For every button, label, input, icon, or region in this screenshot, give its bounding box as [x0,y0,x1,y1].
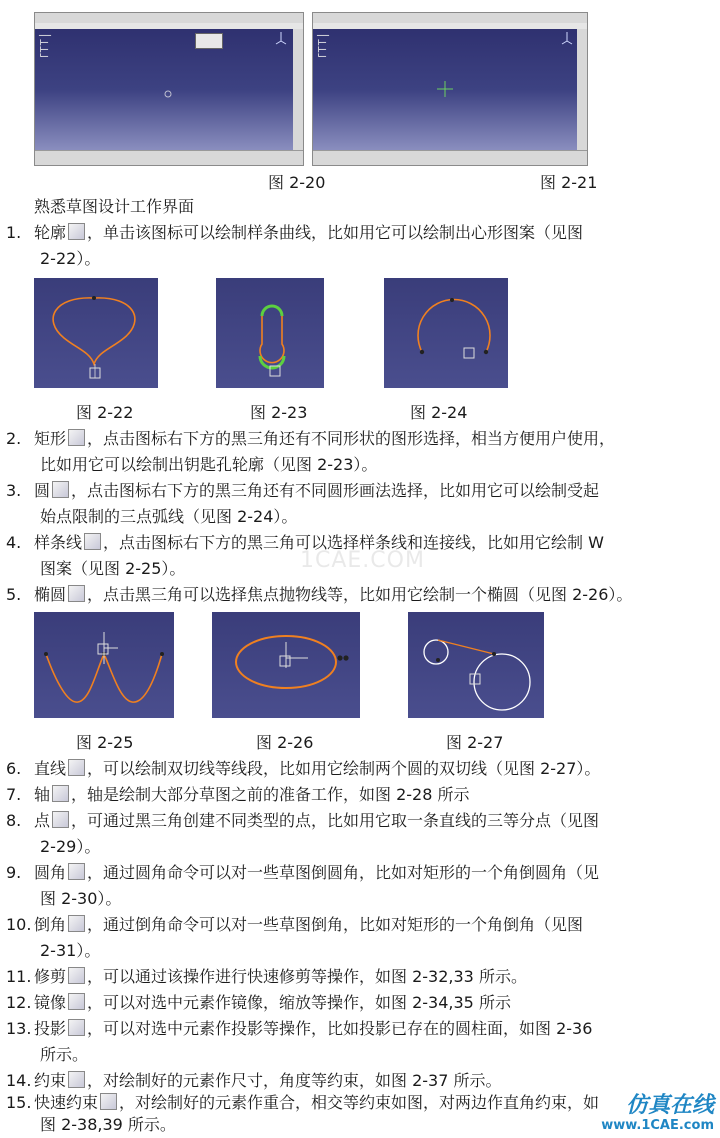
circle-icon [52,481,69,498]
item-term: 圆 [34,481,51,500]
right-toolbar [577,29,587,151]
list-item [6,582,718,608]
bottom-toolbar [313,150,587,165]
item-text: ，可以通过该操作进行快速修剪等操作，如图 2-32,33 所示。 [87,967,527,986]
item-text: ，轴是绘制大部分草图之前的准备工作，如图 2-28 所示 [71,785,470,804]
right-toolbar [293,29,303,151]
item-number: 11. [6,967,32,986]
item-number: 6. [6,759,22,778]
three-point-arc [384,278,508,388]
mirror-icon [68,993,85,1010]
list-item [6,860,718,886]
item-term: 约束 [34,1071,67,1090]
item-number: 9. [6,863,22,882]
item-term: 矩形 [34,429,67,448]
item-term: 修剪 [34,967,67,986]
item-text-cont: 所示。 [40,1045,89,1064]
item-number: 4. [6,533,22,552]
axis-icon [52,785,69,802]
item-number: 13. [6,1019,32,1038]
constraint-icon [68,1071,85,1088]
keyhole-profile [216,278,324,388]
bottom-toolbar [35,150,303,165]
list-item [6,426,718,452]
item-text-cont: 2-22）。 [40,249,101,268]
fig-label-2-25: 图 2-25 [76,733,134,752]
list-item [6,912,718,938]
item-text: ，可通过黑三角创建不同类型的点，比如用它取一条直线的三等分点（见图 [71,811,600,830]
watermark: 1CAE.COM [300,548,425,573]
item-text: ，点击图标右下方的黑三角还有不同圆形画法选择，比如用它可以绘制受起 [71,481,600,500]
fillet-icon [68,863,85,880]
section-title: 熟悉草图设计工作界面 [34,197,195,216]
item-text: ，对绘制好的元素作重合，相交等约束如图，对两边作直角约束，如 [119,1093,600,1112]
item-text: ，点击图标右下方的黑三角还有不同形状的图形选择，相当方便用户使用， [87,429,616,448]
fig-label-2-21: 图 2-21 [540,173,598,192]
item-term: 倒角 [34,915,67,934]
fig-label-2-27: 图 2-27 [446,733,504,752]
list-item-cont [6,1042,718,1068]
heart-spline [34,278,158,388]
spline-icon [84,533,101,550]
list-item [6,756,718,782]
item-text-cont: 2-29）。 [40,837,101,856]
item-text: ，单击该图标可以绘制样条曲线，比如用它可以绘制出心形图案（见图 [87,223,584,242]
list-item-cont [6,834,718,860]
item-number: 2. [6,429,22,448]
bitangent-circles [408,612,544,718]
chamfer-icon [68,915,85,932]
list-item [6,808,718,834]
screenshot-fig-2-20 [34,12,304,166]
rectangle-icon [68,429,85,446]
item-number: 12. [6,993,32,1012]
site-logo [601,1094,714,1134]
list-item-cont [6,886,718,912]
item-text: ，点击黑三角可以选择焦点抛物线等，比如用它绘制一个椭圆（见图 2-26）。 [87,585,633,604]
fig-label-2-23: 图 2-23 [250,403,308,422]
ellipse-icon [68,585,85,602]
list-item-cont [6,246,718,272]
item-text-cont: 图 2-30）。 [40,889,122,908]
figure-2-23 [216,278,324,388]
figure-2-27 [408,612,544,718]
item-term: 轴 [34,785,51,804]
logo-cn: 仿真在线 [625,1093,714,1118]
item-text: ，通过倒角命令可以对一些草图倒角，比如对矩形的一个角倒角（见图 [87,915,584,934]
list-item-cont [6,452,718,478]
ellipse-sketch [212,612,360,718]
profile-icon [68,223,85,240]
sketch-axis [435,79,455,99]
item-text: ，可以绘制双切线等线段，比如用它绘制两个圆的双切线（见图 2-27）。 [87,759,601,778]
item-number: 10. [6,915,32,934]
logo-en: www.1CAE.com [601,1118,714,1133]
item-term: 直线 [34,759,67,778]
item-term: 快速约束 [34,1093,99,1112]
list-item [6,782,718,808]
spec-tree: ━━━━ ┣━━ ┣━━ ┗━━ [39,33,52,60]
item-term: 镜像 [34,993,67,1012]
fig-label-2-22: 图 2-22 [76,403,134,422]
item-term: 投影 [34,1019,67,1038]
quick-constraint-icon [100,1093,117,1110]
project-icon [68,1019,85,1036]
trim-icon [68,967,85,984]
w-spline [34,612,174,718]
item-number: 5. [6,585,22,604]
item-text-cont: 2-31）。 [40,941,101,960]
item-text-cont: 始点限制的三点弧线（见图 2-24）。 [40,507,298,526]
list-item-cont [6,504,718,530]
figure-2-22 [34,278,158,388]
item-term: 点 [34,811,51,830]
fig-label-2-24: 图 2-24 [410,403,468,422]
dialog-box [195,33,223,49]
item-number: 15. [6,1093,32,1112]
item-term: 样条线 [34,533,83,552]
line-icon [68,759,85,776]
item-text: ，对绘制好的元素作尺寸，角度等约束，如图 2-37 所示。 [87,1071,502,1090]
fig-label-2-26: 图 2-26 [256,733,314,752]
list-item-cont [6,938,718,964]
item-number: 8. [6,811,22,830]
item-text-cont: 图案（见图 2-25）。 [40,559,186,578]
spec-tree: ━━━━ ┣━━ ┣━━ ┗━━ [317,33,330,60]
fig-label-2-20: 图 2-20 [268,173,326,192]
figure-2-25 [34,612,174,718]
item-term: 圆角 [34,863,67,882]
item-text-cont: 比如用它可以绘制出钥匙孔轮廓（见图 2-23）。 [40,455,378,474]
item-text-cont: 图 2-38,39 所示。 [40,1115,176,1134]
list-item [6,220,718,246]
compass-icon [275,31,287,45]
item-number: 3. [6,481,22,500]
item-term: 椭圆 [34,585,67,604]
screenshot-fig-2-21 [312,12,588,166]
item-number: 14. [6,1071,32,1090]
item-text: ，可以对选中元素作投影等操作，比如投影已存在的圆柱面，如图 2-36 [87,1019,593,1038]
item-text: ，通过圆角命令可以对一些草图倒圆角，比如对矩形的一个角倒圆角（见 [87,863,600,882]
list-item [6,964,718,990]
origin-marker [163,89,173,99]
compass-icon [561,31,573,45]
item-text: ，可以对选中元素作镜像，缩放等操作，如图 2-34,35 所示 [87,993,511,1012]
item-number: 1. [6,223,22,242]
item-text: ，点击图标右下方的黑三角可以选择样条线和连接线，比如用它绘制 W [103,533,604,552]
item-term: 轮廓 [34,223,67,242]
point-icon [52,811,69,828]
list-item [6,478,718,504]
list-item [6,1016,718,1042]
figure-2-26 [212,612,360,718]
figure-2-24 [384,278,508,388]
item-number: 7. [6,785,22,804]
list-item [6,990,718,1016]
